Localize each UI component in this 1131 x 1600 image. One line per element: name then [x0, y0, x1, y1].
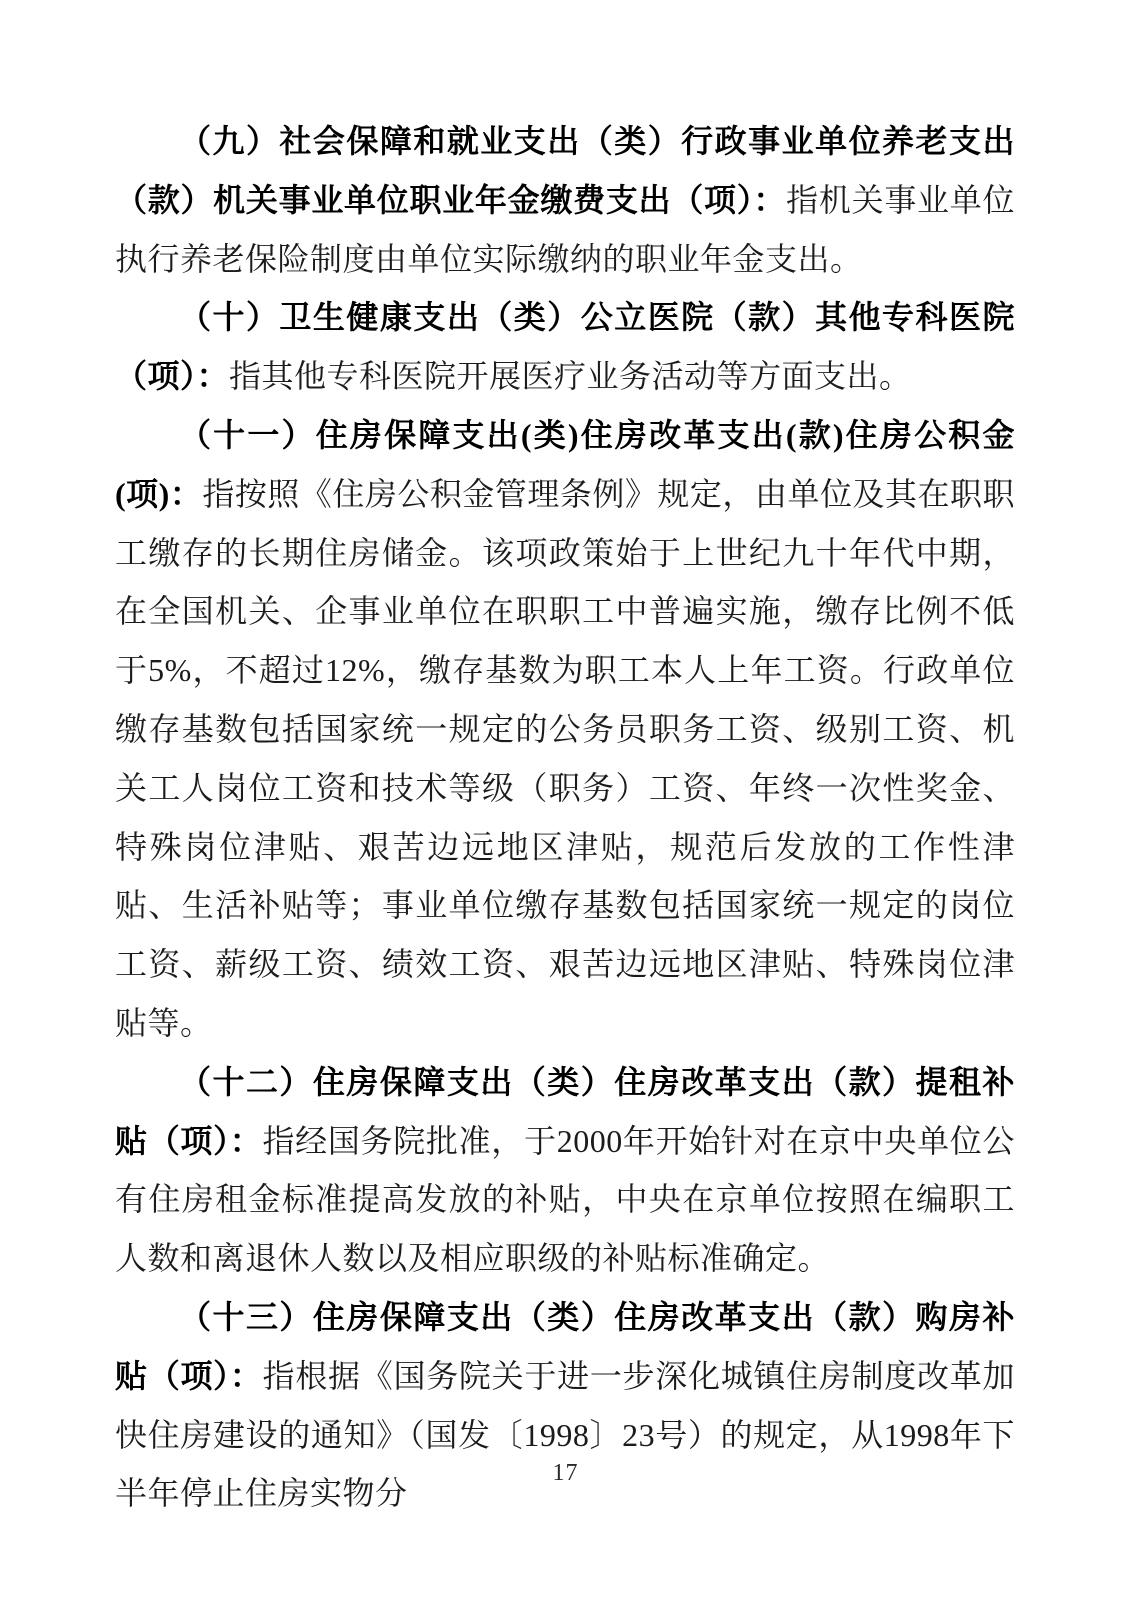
paragraph-11-heading: （十一）住房保障支出(类)住房改革支出(款)住房公积金(项)：	[115, 416, 1015, 512]
paragraph-13	[115, 1288, 1015, 1523]
paragraph-10-body: 指其他专科医院开展医疗业务活动等方面支出。	[229, 358, 912, 395]
paragraph-12	[115, 1053, 1015, 1288]
paragraph-13-heading: （十三）住房保障支出（类）住房改革支出（款）购房补贴（项）：	[115, 1298, 1015, 1394]
paragraph-9-body: 指机关事业单位执行养老保险制度由单位实际缴纳的职业年金支出。	[115, 181, 1015, 277]
document-body	[115, 112, 1015, 1523]
paragraph-11-body: 指按照《住房公积金管理条例》规定，由单位及其在职职工缴存的长期住房储金。该项政策始于上世纪九十年代中期，在全国机关、企事业单位在职职工中普遍实施，缴存比例不低于5%，不超过12%，缴存基数为职工本人上年工资。行政单位缴存基数包括国家统一规定的公务员职务工资、级别工资、机关工人岗位工资和技术等级（职务）工资、年终一次性奖金、特殊岗位津贴、艰苦边远地区津贴，规范后发放的工作性津贴、生活补贴等；事业单位缴存基数包括国家统一规定的岗位工资、薪级工资、绩效工资、艰苦边远地区津贴、特殊岗位津贴等。	[115, 475, 1015, 1041]
paragraph-10-heading: （十）卫生健康支出（类）公立医院（款）其他专科医院（项）：	[115, 299, 1015, 395]
paragraph-9	[115, 112, 1015, 288]
paragraph-10	[115, 288, 1015, 406]
paragraph-13-body: 指根据《国务院关于进一步深化城镇住房制度改革加快住房建设的通知》（国发〔1998〕23号）的规定，从1998年下半年停止住房实物分	[115, 1357, 1015, 1512]
page-footer	[0, 1460, 1131, 1487]
paragraph-12-body: 指经国务院批准，于2000年开始针对在京中央单位公有住房租金标准提高发放的补贴，中央在京单位按照在编职工人数和离退休人数以及相应职级的补贴标准确定。	[115, 1122, 1015, 1277]
paragraph-12-heading: （十二）住房保障支出（类）住房改革支出（款）提租补贴（项）：	[115, 1063, 1015, 1159]
page-number: 17	[552, 1460, 579, 1486]
paragraph-11	[115, 406, 1015, 1053]
paragraph-9-heading: （九）社会保障和就业支出（类）行政事业单位养老支出（款）机关事业单位职业年金缴费支出（项）：	[115, 123, 1015, 218]
